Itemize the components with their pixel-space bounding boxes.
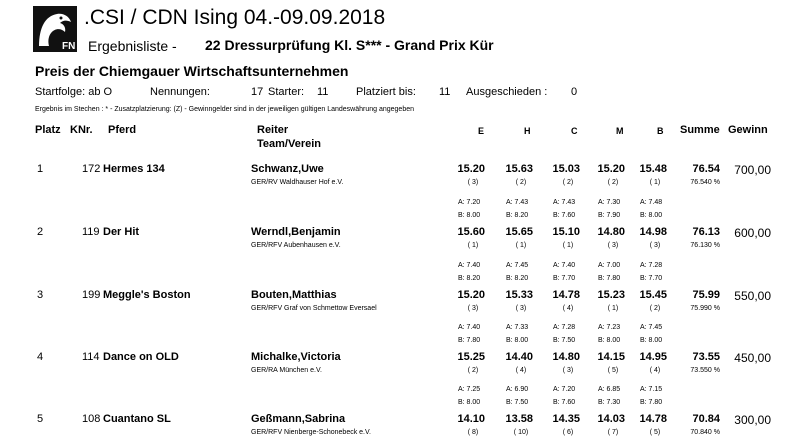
row-knr: 172 [82,163,101,175]
row-percent: 73.550 % [690,367,720,374]
row-score: 15.45 [639,289,667,301]
row-rank: ( 2) [649,305,661,312]
col-knr: KNr. [70,124,93,136]
row-rank: ( 1) [562,242,574,249]
row-score: 15.20 [457,289,485,301]
col-team: Team/Verein [257,138,321,150]
row-rank: ( 10) [513,429,529,436]
row-pferd: Der Hit [103,226,140,238]
row-summe: 76.13 [692,226,720,238]
row-score-b: B: 8.00 [506,337,529,344]
row-rank: ( 3) [467,305,479,312]
row-score-b: B: 7.60 [553,399,576,406]
platziert-label: Platziert bis: [356,86,416,98]
row-score-a: A: 7.28 [640,262,663,269]
row-summe: 73.55 [692,351,720,363]
col-pferd: Pferd [108,124,137,136]
col-reiter: Reiter [257,124,289,136]
ausgeschieden-value: 0 [571,86,578,98]
row-reiter: Geßmann,Sabrina [251,413,346,425]
row-rank: ( 5) [607,367,619,374]
row-score: 15.03 [552,163,580,175]
row-platz: 1 [37,163,44,175]
row-platz: 3 [37,289,44,301]
ergebnisliste-label: Ergebnisliste - [88,38,177,54]
row-score-b: B: 8.20 [458,275,481,282]
col-gewinn: Gewinn [728,124,768,136]
row-gewinn: 450,00 [734,351,771,365]
row-rank: ( 2) [562,179,574,186]
svg-text:FN: FN [62,41,76,52]
row-verein: GER/RFV Aubenhausen e.V. [251,242,341,249]
col-h: H [524,126,531,136]
row-rank: ( 4) [515,367,527,374]
row-score-a: A: 7.20 [458,199,481,206]
col-platz: Platz [35,124,61,136]
row-score-b: B: 8.20 [506,275,529,282]
row-score-b: B: 7.90 [598,212,621,219]
row-score-b: B: 8.00 [458,212,481,219]
row-score-b: B: 8.00 [598,337,621,344]
row-score-a: A: 7.20 [553,386,576,393]
row-score-a: A: 7.43 [553,199,576,206]
row-score: 15.60 [457,226,485,238]
row-score-b: B: 7.80 [640,399,663,406]
starter-value: 11 [317,86,329,98]
col-summe: Summe [680,124,720,136]
row-score-a: A: 7.40 [458,262,481,269]
row-score-a: A: 7.45 [640,324,663,331]
row-score: 15.10 [552,226,580,238]
row-verein: GER/RV Waldhauser Hof e.V. [251,179,344,186]
row-pferd: Meggle's Boston [103,289,191,301]
row-pferd: Hermes 134 [103,163,165,175]
row-knr: 199 [82,289,101,301]
row-score-b: B: 7.60 [553,212,576,219]
row-platz: 4 [37,351,44,363]
row-score-b: B: 8.20 [506,212,529,219]
col-m: M [616,126,624,136]
row-verein: GER/RFV Nienberge-Schonebeck e.V. [251,429,371,436]
row-score-a: A: 7.45 [506,262,529,269]
row-pferd: Cuantano SL [103,413,171,425]
row-rank: ( 6) [562,429,574,436]
startfolge: Startfolge: ab O [35,86,113,98]
row-reiter: Bouten,Matthias [251,289,337,301]
row-percent: 76.130 % [690,242,720,249]
row-score-b: B: 7.30 [598,399,621,406]
row-score-a: A: 7.23 [598,324,621,331]
row-score-b: B: 8.00 [640,337,663,344]
row-rank: ( 4) [649,367,661,374]
row-score: 14.40 [505,351,533,363]
row-percent: 70.840 % [690,429,720,436]
row-score: 13.58 [505,413,533,425]
row-score-a: A: 7.48 [640,199,663,206]
row-score: 14.80 [597,226,625,238]
row-score-b: B: 7.80 [598,275,621,282]
row-score-a: A: 7.00 [598,262,621,269]
row-score: 14.15 [597,351,625,363]
row-verein: GER/RFV Graf von Schmettow Eversael [251,305,377,312]
row-reiter: Michalke,Victoria [251,351,341,363]
row-score: 14.98 [639,226,667,238]
row-score-b: B: 8.00 [458,399,481,406]
row-score: 14.35 [552,413,580,425]
competition-title: 22 Dressurprüfung Kl. S*** - Grand Prix Kür [205,37,494,53]
row-gewinn: 700,00 [734,163,771,177]
row-rank: ( 3) [649,242,661,249]
row-score: 14.10 [457,413,485,425]
row-rank: ( 1) [607,305,619,312]
ausgeschieden-label: Ausgeschieden : [466,86,548,98]
row-gewinn: 550,00 [734,289,771,303]
page-title: .CSI / CDN Ising 04.-09.09.2018 [84,6,386,29]
row-score: 15.48 [639,163,667,175]
row-score-a: A: 7.40 [553,262,576,269]
row-score: 15.23 [597,289,625,301]
row-score-b: B: 7.50 [506,399,529,406]
row-gewinn: 300,00 [734,413,771,427]
row-rank: ( 4) [562,305,574,312]
row-score-a: A: 7.40 [458,324,481,331]
row-pferd: Dance on OLD [103,351,179,363]
row-percent: 76.540 % [690,179,720,186]
row-platz: 2 [37,226,44,238]
col-c: C [571,126,578,136]
row-rank: ( 3) [562,367,574,374]
row-rank: ( 2) [467,367,479,374]
row-reiter: Werndl,Benjamin [251,226,341,238]
row-score-a: A: 7.25 [458,386,481,393]
row-score: 15.25 [457,351,485,363]
row-score: 14.95 [639,351,667,363]
row-rank: ( 2) [607,179,619,186]
row-score-a: A: 6.85 [598,386,621,393]
note: Ergebnis im Stechen : * - Zusatzplatzierung: (Z) - Gewinngelder sind in der jeweiligen gültigen Landeswährung angegeben [35,106,414,113]
row-rank: ( 1) [515,242,527,249]
col-b: B [657,126,664,136]
starter-label: Starter: [268,86,305,98]
row-score: 14.78 [639,413,667,425]
row-score-a: A: 7.33 [506,324,529,331]
row-score: 15.65 [505,226,533,238]
platziert-value: 11 [439,86,451,98]
row-summe: 75.99 [692,289,720,301]
fn-logo [33,6,77,52]
row-rank: ( 1) [467,242,479,249]
row-score: 15.20 [597,163,625,175]
row-score-b: B: 7.70 [553,275,576,282]
prize-title: Preis der Chiemgauer Wirtschaftsunternehmen [35,63,349,79]
row-score-b: B: 7.80 [458,337,481,344]
row-rank: ( 1) [649,179,661,186]
row-percent: 75.990 % [690,305,720,312]
row-reiter: Schwanz,Uwe [251,163,324,175]
row-score-a: A: 6.90 [506,386,529,393]
row-score: 15.20 [457,163,485,175]
row-score: 14.03 [597,413,625,425]
row-score-a: A: 7.43 [506,199,529,206]
row-rank: ( 5) [649,429,661,436]
row-gewinn: 600,00 [734,226,771,240]
row-rank: ( 3) [467,179,479,186]
row-rank: ( 3) [515,305,527,312]
row-score: 14.78 [552,289,580,301]
row-rank: ( 8) [467,429,479,436]
row-rank: ( 3) [607,242,619,249]
row-score-b: B: 7.50 [553,337,576,344]
nennungen-label: Nennungen: [150,86,210,98]
row-knr: 114 [82,351,100,363]
row-score-b: B: 7.70 [640,275,663,282]
row-summe: 70.84 [692,413,720,425]
row-summe: 76.54 [692,163,720,175]
row-score-a: A: 7.15 [640,386,663,393]
col-e: E [478,126,485,136]
row-score-b: B: 8.00 [640,212,663,219]
row-score-a: A: 7.30 [598,199,621,206]
row-score: 15.33 [505,289,533,301]
row-verein: GER/RA München e.V. [251,367,322,374]
row-knr: 119 [82,226,100,238]
row-score: 15.63 [505,163,533,175]
nennungen-value: 17 [251,86,264,98]
row-rank: ( 7) [607,429,619,436]
row-score: 14.80 [552,351,580,363]
row-score-a: A: 7.28 [553,324,576,331]
row-rank: ( 2) [515,179,527,186]
row-platz: 5 [37,413,44,425]
row-knr: 108 [82,413,101,425]
